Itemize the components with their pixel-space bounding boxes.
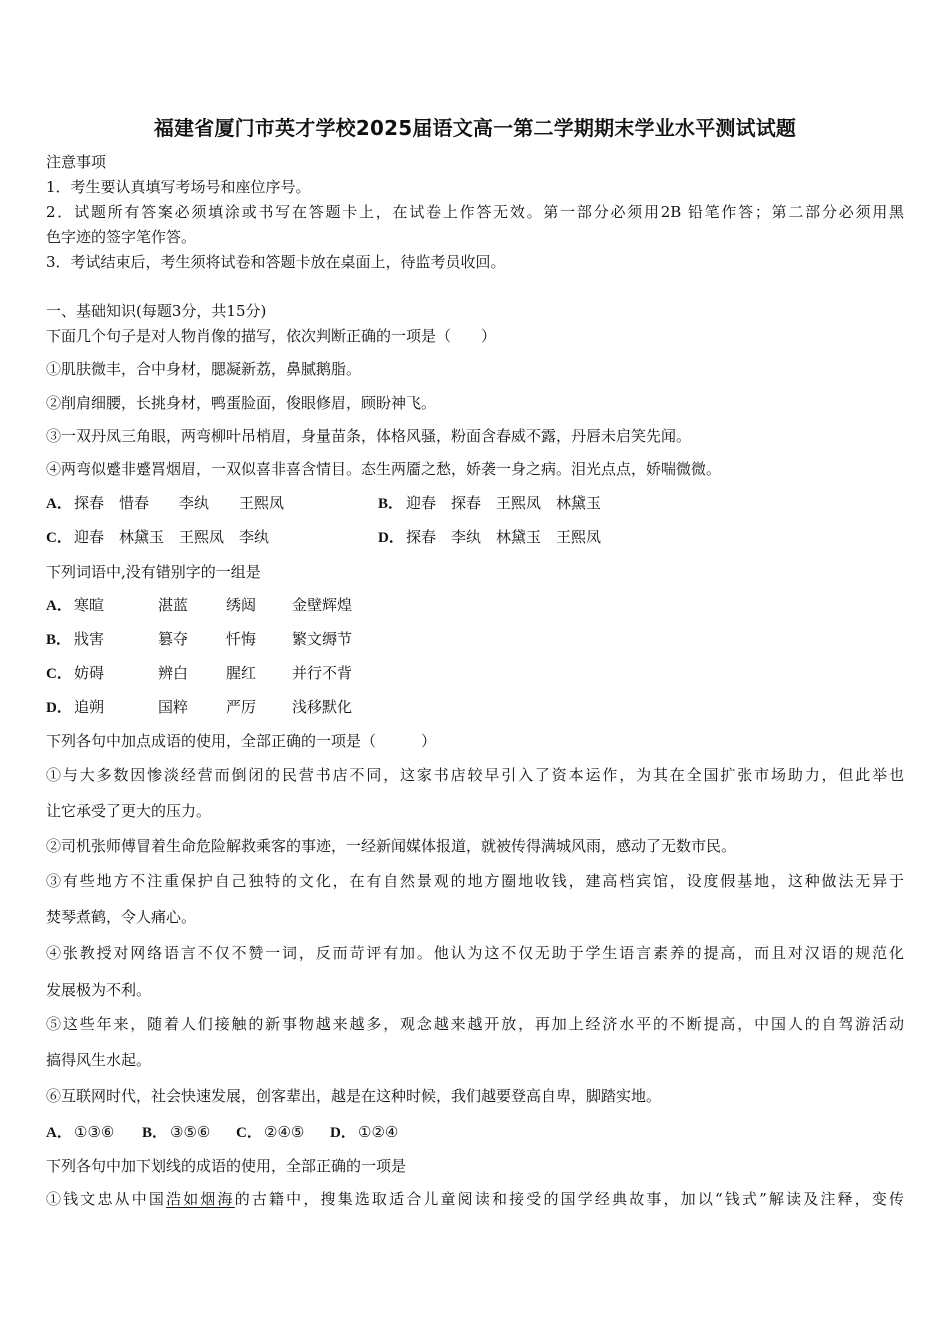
question-stem: 下列各句中加点成语的使用，全部正确的一项是（ ） [46,732,437,750]
option-label: D． [378,530,404,546]
option-word: 忏悔 [226,630,257,648]
question-sentence: ⑥互联网时代，社会快速发展，创客辈出，越是在这种时候，我们越要登高自卑，脚踏实地。 [46,1087,662,1105]
question-sentence: ③一双丹凤三角眼，两弯柳叶吊梢眉，身量苗条，体格风骚，粉面含春威不露，丹唇未启笑先闻。 [46,427,692,445]
question-sentence: ②司机张师傅冒着生命危险解救乘客的事迹，一经新闻媒体报道，就被传得满城风雨，感动了无数市民。 [46,837,737,855]
notice-item: 2．试题所有答案必须填涂或书写在答题卡上，在试卷上作答无效。第一部分必须用2B 铅笔作答；第二部分必须用黑 [46,203,904,221]
option-word: 湛蓝 [158,596,189,614]
answer-option[interactable] [378,527,601,548]
option-label: A． [46,598,72,614]
question-sentence: ④张教授对网络语言不仅不赞一词，反而苛评有加。他认为这不仅无助于学生语言素养的提高，而且对汉语的规范化 [46,944,904,962]
question-sentence: 搞得风生水起。 [46,1051,152,1069]
answer-option[interactable] [142,1122,210,1143]
answer-option[interactable] [330,1122,398,1143]
underlined-idiom: 浩如烟海 [166,1190,235,1208]
option-text: 迎春 林黛玉 王熙凤 李纨 [74,528,270,546]
question-stem: 下列词语中,没有错别字的一组是 [46,563,261,581]
option-word: 戕害 [74,630,105,648]
question-sentence: ①与大多数因惨淡经营而倒闭的民营书店不同，这家书店较早引入了资本运作，为其在全国扩张市场助力，但此举也 [46,766,904,784]
option-label: C． [46,666,72,682]
answer-option[interactable] [46,493,284,514]
option-text: ③⑤⑥ [170,1123,211,1141]
option-word: 严厉 [226,698,257,716]
question-sentence: ②削肩细腰，长挑身材，鸭蛋脸面，俊眼修眉，顾盼神飞。 [46,394,437,412]
option-label: A． [46,1125,72,1141]
question-sentence: ①肌肤微丰，合中身材，腮凝新荔，鼻腻鹅脂。 [46,360,362,378]
option-label: D． [46,700,72,716]
option-word: 金壁辉煌 [292,596,353,614]
section-heading: 一、基础知识(每题3分，共15分) [46,302,267,320]
answer-option[interactable] [46,527,269,548]
sentence-text: ①钱文忠从中国 [46,1190,167,1208]
option-text: 探春 李纨 林黛玉 王熙凤 [406,528,602,546]
answer-option[interactable] [236,1122,304,1143]
option-label: A． [46,496,72,512]
question-sentence: ⑤这些年来，随着人们接触的新事物越来越多，观念越来越开放，再加上经济水平的不断提高，中国人的自驾游活动 [46,1015,904,1033]
option-word: 国粹 [158,698,189,716]
notice-item: 3．考试结束后，考生须将试卷和答题卡放在桌面上，待监考员收回。 [46,253,506,271]
answer-option[interactable] [46,595,353,616]
option-word: 辨白 [158,664,189,682]
question-sentence: 让它承受了更大的压力。 [46,802,212,820]
notice-item: 1．考生要认真填写考场号和座位序号。 [46,178,311,196]
option-word: 寒暄 [74,596,105,614]
notice-heading: 注意事项 [46,153,107,171]
option-word: 腥红 [226,664,257,682]
option-word: 追朔 [74,698,105,716]
option-label: D． [330,1125,356,1141]
option-word: 绣闼 [226,596,257,614]
question-sentence: 发展极为不利。 [46,981,152,999]
option-label: C． [236,1125,262,1141]
answer-option[interactable] [378,493,601,514]
option-label: B． [378,496,404,512]
option-text: ①②④ [358,1123,399,1141]
question-sentence: ③有些地方不注重保护自己独特的文化，在有自然景观的地方圈地收钱，建高档宾馆，设度假基地，这种做法无异于 [46,872,904,890]
option-label: B． [46,632,72,648]
option-text: 探春 惜春 李纨 王熙凤 [74,494,285,512]
option-text: 迎春 探春 王熙凤 林黛玉 [406,494,602,512]
answer-option[interactable] [46,629,353,650]
option-word: 浅移默化 [292,698,353,716]
option-word: 繁文缛节 [292,630,353,648]
option-word: 妨碍 [74,664,105,682]
answer-option[interactable] [46,697,353,718]
sentence-text: 的古籍中，搜集选取适合儿童阅读和接受的国学经典故事，加以“钱式”解读及注释，变传 [234,1190,904,1208]
question-sentence: ④两弯似蹙非蹙罥烟眉，一双似喜非喜含情目。态生两靥之愁，娇袭一身之病。泪光点点，娇喘微微。 [46,460,722,478]
answer-option[interactable] [46,1122,114,1143]
option-label: B． [142,1125,168,1141]
question-sentence [46,1189,904,1209]
option-word: 篡夺 [158,630,189,648]
page-title: 福建省厦门市英才学校2025届语文高一第二学期期末学业水平测试试题 [153,116,797,140]
option-text: ②④⑤ [264,1123,305,1141]
option-label: C． [46,530,72,546]
answer-option[interactable] [46,663,353,684]
notice-item: 色字迹的签字笔作答。 [46,228,197,246]
question-sentence: 焚琴煮鹤，令人痛心。 [46,908,197,926]
question-stem: 下列各句中加下划线的成语的使用，全部正确的一项是 [46,1157,407,1175]
option-text: ①③⑥ [74,1123,115,1141]
option-word: 并行不背 [292,664,353,682]
question-stem: 下面几个句子是对人物肖像的描写，依次判断正确的一项是（ ） [46,327,497,345]
